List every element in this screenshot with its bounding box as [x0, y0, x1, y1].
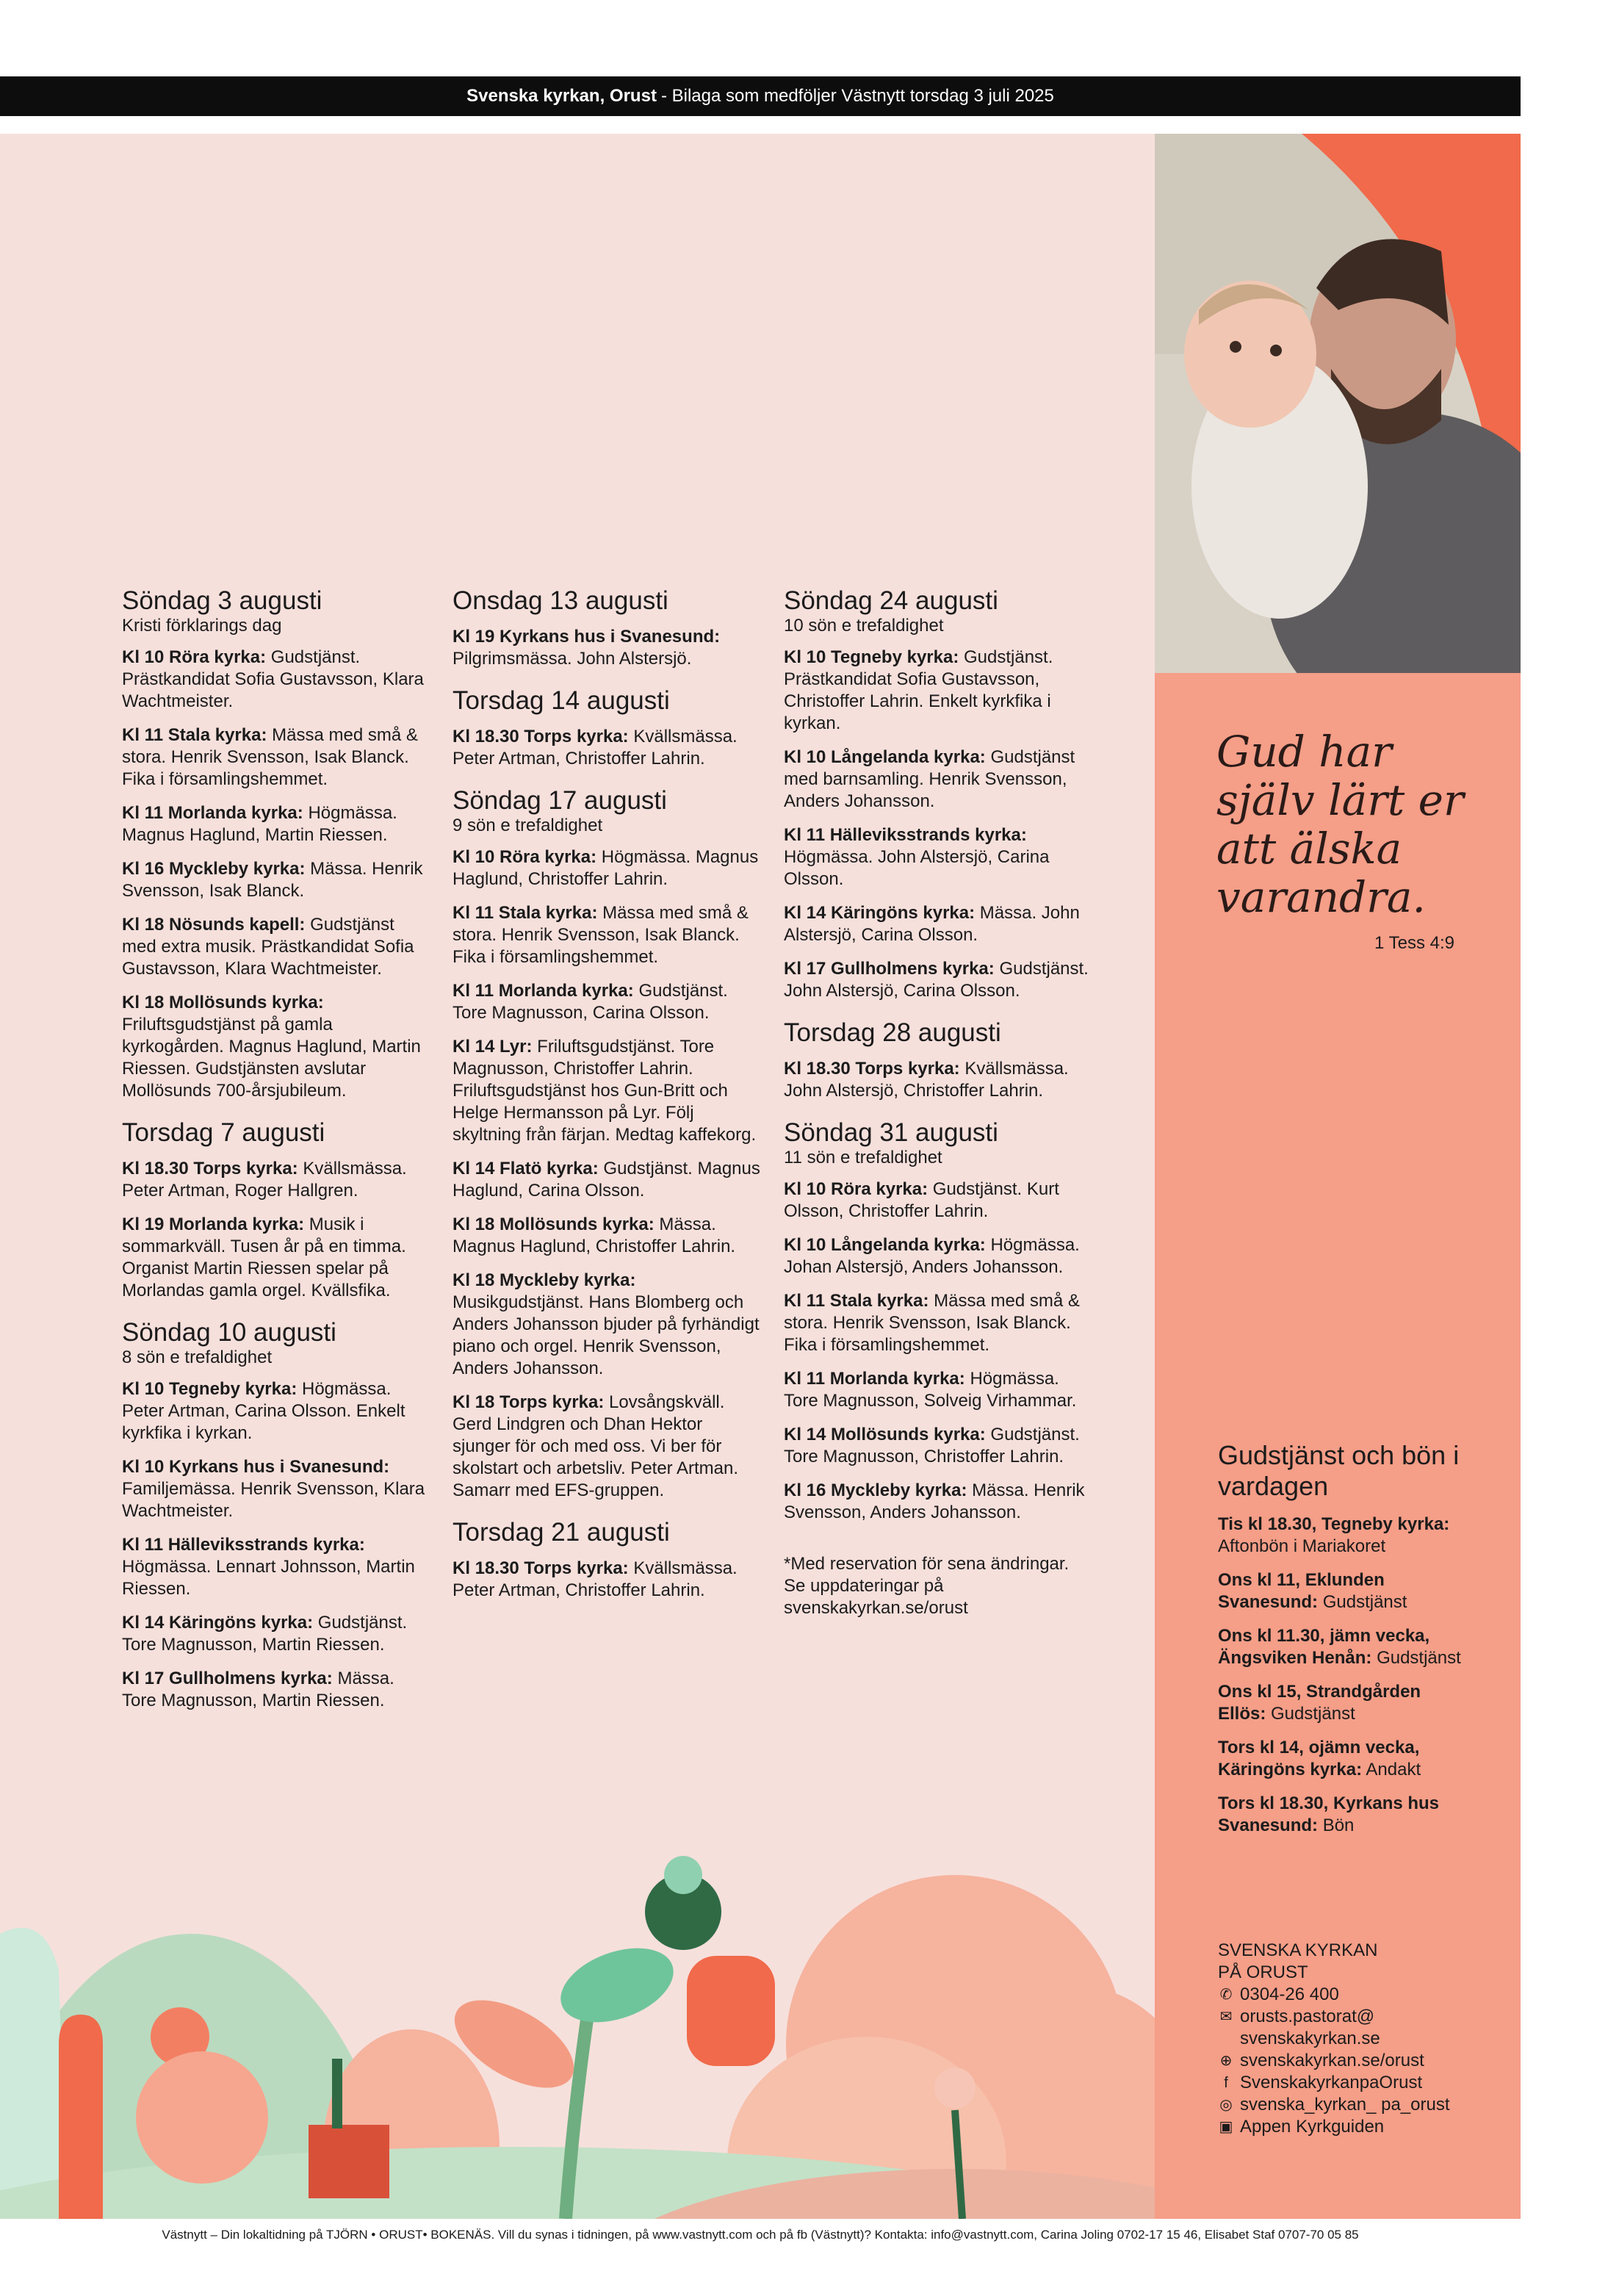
- header-publication: Svenska kyrkan, Orust: [466, 86, 657, 106]
- service-entry: [122, 1456, 430, 1522]
- contact-item-text: svenskakyrkan.se/orust: [1240, 2051, 1424, 2070]
- service-entry: [452, 1392, 761, 1502]
- contact-heading-line-2: PÅ ORUST: [1218, 1962, 1308, 1982]
- day-subtitle: Kristi förklarings dag: [122, 616, 282, 636]
- service-details: Pilgrimsmässa. John Alstersjö.: [452, 649, 692, 669]
- schedule-column-2: [452, 586, 761, 1618]
- service-details: Kvällsmässa. John Alstersjö, Christoffer Lahrin.: [784, 1059, 1069, 1101]
- service-details: Familjemässa. Henrik Svensson, Klara Wachtmeister.: [122, 1479, 425, 1521]
- service-details: Mässa. Henrik Svensson, Isak Blanck.: [122, 859, 423, 901]
- service-place: Kl 10 Långelanda kyrka:: [784, 1235, 986, 1255]
- service-place: Kl 10 Tegneby kyrka:: [122, 1379, 298, 1399]
- service-details: Gudstjänst. John Alstersjö, Carina Olsson.: [784, 959, 1089, 1001]
- day-section: [452, 686, 761, 770]
- service-entry: [452, 980, 761, 1024]
- schedule-column-3: [784, 586, 1092, 1619]
- weekday-service-time-place: Ons kl 11, Eklunden Svanesund:: [1218, 1570, 1385, 1612]
- service-place: Kl 10 Tegneby kyrka:: [784, 647, 959, 667]
- service-details: Mässa. Magnus Haglund, Christoffer Lahrin.: [452, 1214, 736, 1256]
- service-details: Högmässa. Tore Magnusson, Solveig Virhammar.: [784, 1369, 1077, 1411]
- day-section: [784, 1018, 1092, 1102]
- service-place: Kl 14 Lyr:: [452, 1037, 533, 1057]
- service-details: Gudstjänst med barnsamling. Henrik Svensson, Anders Johansson.: [784, 747, 1075, 811]
- service-place: Kl 18 Mollösunds kyrka:: [122, 993, 324, 1012]
- service-entry: [452, 1036, 761, 1146]
- weekday-service-item: [1218, 1514, 1468, 1558]
- service-entry: [784, 647, 1092, 735]
- service-details: Mässa med små & stora. Henrik Svensson, Isak Blanck. Fika i församlingshemmet.: [122, 725, 418, 789]
- service-place: Kl 11 Hälleviksstrands kyrka:: [122, 1535, 365, 1555]
- contact-list: [1218, 1984, 1497, 2138]
- service-entry: [784, 1290, 1092, 1356]
- service-entry: [122, 914, 430, 980]
- service-entry: [784, 1058, 1092, 1102]
- day-subtitle: 10 sön e trefaldighet: [784, 616, 944, 636]
- service-place: Kl 18 Mollösunds kyrka:: [452, 1214, 655, 1234]
- day-section: [452, 786, 761, 1502]
- day-title: Torsdag 28 augusti: [784, 1018, 1001, 1047]
- service-details: Högmässa. Lennart Johnsson, Martin Riessen.: [122, 1557, 415, 1599]
- service-place: Kl 11 Stala kyrka:: [452, 903, 598, 923]
- service-entry: [452, 1558, 761, 1602]
- contact-item: [1218, 2094, 1497, 2116]
- weekday-service-time-place: Tors kl 14, ojämn vecka, Käringöns kyrka:: [1218, 1738, 1420, 1779]
- service-entry: [784, 958, 1092, 1002]
- photo-illustration: [1155, 134, 1521, 673]
- weekday-service-type: Bön: [1322, 1815, 1355, 1835]
- contact-item-text: orusts.pastorat@ svenskakyrkan.se: [1240, 2007, 1380, 2048]
- weekday-service-time-place: Tis kl 18.30, Tegneby kyrka:: [1218, 1514, 1450, 1534]
- day-section: [122, 586, 430, 1102]
- schedule-column-1: [122, 586, 430, 1728]
- service-details: Friluftsgudstjänst. Tore Magnusson, Christoffer Lahrin. Friluftsgudstjänst hos Gun-Britt och Helge Hermansson på Lyr. Följ skyltning från färjan. Medtag kaffekorg.: [452, 1037, 757, 1145]
- weekday-service-item: [1218, 1793, 1468, 1837]
- day-section: [122, 1118, 430, 1302]
- weekday-service-item: [1218, 1569, 1468, 1613]
- globe-icon: ⊕: [1219, 2053, 1233, 2069]
- service-details: Högmässa. John Alstersjö, Carina Olsson.: [784, 847, 1050, 889]
- day-title: Torsdag 7 augusti: [122, 1118, 325, 1147]
- contact-item: [1218, 2072, 1497, 2094]
- service-details: Högmässa. Peter Artman, Carina Olsson. Enkelt kyrkfika i kyrkan.: [122, 1379, 405, 1443]
- service-place: Kl 10 Långelanda kyrka:: [784, 747, 986, 767]
- service-details: Mässa med små & stora. Henrik Svensson, Isak Blanck. Fika i församlingshemmet.: [452, 903, 749, 967]
- service-place: Kl 14 Mollösunds kyrka:: [784, 1425, 986, 1444]
- service-details: Friluftsgudstjänst på gamla kyrkogården. Magnus Haglund, Martin Riessen. Gudstjänsten avslutar Mollösunds 700-årsjubileum.: [122, 1015, 421, 1101]
- service-entry: [122, 1668, 430, 1712]
- service-place: Kl 18 Torps kyrka:: [452, 1392, 605, 1412]
- day-subtitle: 9 sön e trefaldighet: [452, 816, 603, 835]
- service-entry: [452, 846, 761, 890]
- service-place: Kl 19 Morlanda kyrka:: [122, 1214, 305, 1234]
- service-details: Mässa. Henrik Svensson, Anders Johansson.: [784, 1480, 1085, 1522]
- service-place: Kl 11 Hälleviksstrands kyrka:: [784, 825, 1027, 845]
- service-entry: [452, 902, 761, 968]
- instagram-icon: ◎: [1219, 2097, 1233, 2113]
- weekday-service-type: Aftonbön i Mariakoret: [1218, 1536, 1386, 1556]
- weekday-service-time-place: Ons kl 11.30, jämn vecka, Ängsviken Henån:: [1218, 1626, 1430, 1668]
- weekday-services-title: Gudstjänst och bön i vardagen: [1218, 1440, 1460, 1501]
- day-title: Onsdag 13 augusti: [452, 586, 668, 615]
- weekday-service-time-place: Ons kl 15, Strandgården Ellös:: [1218, 1682, 1421, 1724]
- service-entry: [784, 1424, 1092, 1468]
- day-title: Torsdag 14 augusti: [452, 686, 670, 715]
- service-place: Kl 10 Röra kyrka:: [122, 647, 267, 667]
- service-place: Kl 10 Röra kyrka:: [452, 847, 597, 867]
- footer-text: Västnytt – Din lokaltidning på TJÖRN • ORUST• BOKENÄS. Vill du synas i tidningen, på www.vastnytt.com och på fb (Västnytt)? Kontakta: info@vastnytt.com, Carina Joling 0702-17 15 46, Elisabet Staf 0707-70 05 85: [162, 2228, 1359, 2242]
- weekday-service-time-place: Tors kl 18.30, Kyrkans hus Svanesund:: [1218, 1793, 1440, 1835]
- bible-quote: Gud har själv lärt er att älska varandra.: [1216, 727, 1464, 922]
- service-details: Gudstjänst. Tore Magnusson, Christoffer Lahrin.: [784, 1425, 1080, 1467]
- weekday-services-list: [1218, 1514, 1468, 1849]
- service-place: Kl 17 Gullholmens kyrka:: [784, 959, 995, 979]
- bible-quote-reference: 1 Tess 4:9: [1374, 933, 1454, 953]
- service-entry: [122, 1158, 430, 1202]
- header-supplement-info: - Bilaga som medföljer Västnytt torsdag 3 juli 2025: [660, 86, 1054, 106]
- service-details: Högmässa. Magnus Haglund, Martin Riessen.: [122, 803, 397, 845]
- service-entry: [122, 1612, 430, 1656]
- service-entry: [452, 1158, 761, 1202]
- weekday-service-type: Andakt: [1366, 1760, 1421, 1779]
- day-title: Söndag 31 augusti: [784, 1118, 998, 1147]
- service-details: Högmässa. Magnus Haglund, Christoffer Lahrin.: [452, 847, 759, 889]
- service-place: Kl 11 Stala kyrka:: [784, 1291, 929, 1311]
- service-details: Musikgudstjänst. Hans Blomberg och Anders Johansson bjuder på fyrhändigt piano och orgel. Henrik Svensson, Anders Johansson.: [452, 1292, 760, 1378]
- service-details: Gudstjänst med extra musik. Prästkandidat Sofia Gustavsson, Klara Wachtmeister.: [122, 915, 414, 979]
- service-details: Gudstjänst. Prästkandidat Sofia Gustavsson, Christoffer Lahrin. Enkelt kyrkfika i kyrkan.: [784, 647, 1053, 733]
- weekday-service-item: [1218, 1737, 1468, 1781]
- day-title: Söndag 10 augusti: [122, 1318, 336, 1347]
- contact-item-text: Appen Kyrkguiden: [1240, 2117, 1385, 2137]
- service-entry: [122, 992, 430, 1102]
- service-details: Gudstjänst. Magnus Haglund, Carina Olsson.: [452, 1159, 760, 1201]
- contact-item: [1218, 1984, 1497, 2006]
- service-entry: [122, 724, 430, 791]
- contact-item: [1218, 2050, 1497, 2072]
- service-place: Kl 17 Gullholmens kyrka:: [122, 1669, 333, 1688]
- service-place: Kl 10 Röra kyrka:: [784, 1179, 929, 1199]
- day-section: [784, 586, 1092, 1002]
- service-entry: [122, 647, 430, 713]
- service-entry: [784, 902, 1092, 946]
- day-section: [122, 1318, 430, 1712]
- weekday-service-type: Gudstjänst: [1322, 1592, 1407, 1612]
- service-place: Kl 16 Myckleby kyrka:: [784, 1480, 967, 1500]
- service-place: Kl 14 Käringöns kyrka:: [122, 1613, 314, 1633]
- service-entry: [784, 824, 1092, 890]
- service-details: Lovsångskväll. Gerd Lindgren och Dhan Hektor sjunger för och med oss. Vi ber för skolstart och arbetsliv. Peter Artman. Samarr med EFS-gruppen.: [452, 1392, 739, 1500]
- contact-item: [1218, 2006, 1497, 2050]
- contact-item-text: svenska_kyrkan_ pa_orust: [1240, 2095, 1450, 2115]
- service-details: Högmässa. Johan Alstersjö, Anders Johansson.: [784, 1235, 1080, 1277]
- day-section: [452, 1518, 761, 1602]
- day-title: Söndag 24 augusti: [784, 586, 998, 615]
- service-details: Gudstjänst. Tore Magnusson, Martin Riessen.: [122, 1613, 408, 1655]
- day-section: [452, 586, 761, 670]
- facebook-icon: f: [1224, 2075, 1228, 2091]
- app-icon: ▣: [1219, 2119, 1233, 2135]
- service-place: Kl 18.30 Torps kyrka:: [122, 1159, 298, 1178]
- weekday-service-type: Gudstjänst: [1271, 1704, 1355, 1724]
- weekday-service-item: [1218, 1681, 1468, 1725]
- service-details: Gudstjänst. Prästkandidat Sofia Gustavsson, Klara Wachtmeister.: [122, 647, 424, 711]
- service-entry: [122, 1214, 430, 1302]
- day-subtitle: 8 sön e trefaldighet: [122, 1347, 273, 1367]
- reservation-note: *Med reservation för sena ändringar. Se uppdateringar på svenskakyrkan.se/orust: [784, 1554, 1070, 1618]
- day-title: Söndag 17 augusti: [452, 786, 667, 815]
- service-place: Kl 16 Myckleby kyrka:: [122, 859, 306, 879]
- service-place: Kl 10 Kyrkans hus i Svanesund:: [122, 1457, 390, 1477]
- service-place: Kl 18.30 Torps kyrka:: [784, 1059, 960, 1079]
- service-details: Gudstjänst. Kurt Olsson, Christoffer Lahrin.: [784, 1179, 1059, 1221]
- service-entry: [784, 1368, 1092, 1412]
- service-details: Mässa. John Alstersjö, Carina Olsson.: [784, 903, 1080, 945]
- service-place: Kl 14 Käringöns kyrka:: [784, 903, 976, 923]
- service-details: Mässa. Tore Magnusson, Martin Riessen.: [122, 1669, 394, 1710]
- service-details: Kvällsmässa. Peter Artman, Roger Hallgren.: [122, 1159, 407, 1201]
- service-entry: [784, 1480, 1092, 1524]
- day-section: [784, 1118, 1092, 1524]
- service-place: Kl 18 Myckleby kyrka:: [452, 1270, 636, 1290]
- contact-item-text: 0304-26 400: [1240, 1984, 1339, 2004]
- phone-icon: ✆: [1219, 1987, 1233, 2003]
- contact-info: [1218, 1940, 1497, 2138]
- service-entry: [122, 1378, 430, 1444]
- service-entry: [784, 746, 1092, 813]
- day-subtitle: 11 sön e trefaldighet: [784, 1148, 942, 1167]
- service-place: Kl 11 Morlanda kyrka:: [452, 981, 634, 1001]
- service-entry: [122, 802, 430, 846]
- service-details: Mässa med små & stora. Henrik Svensson, Isak Blanck. Fika i församlingshemmet.: [784, 1291, 1080, 1355]
- service-place: Kl 18.30 Torps kyrka:: [452, 727, 629, 746]
- service-entry: [122, 858, 430, 902]
- service-entry: [784, 1234, 1092, 1278]
- service-details: Musik i sommarkväll. Tusen år på en timma. Organist Martin Riessen spelar på Morlandas gamla orgel. Kvällsfika.: [122, 1214, 406, 1300]
- contact-item: [1218, 2116, 1497, 2138]
- service-entry: [452, 726, 761, 770]
- service-entry: [452, 1214, 761, 1258]
- service-details: Kvällsmässa. Peter Artman, Christoffer Lahrin.: [452, 727, 738, 769]
- service-place: Kl 11 Morlanda kyrka:: [784, 1369, 965, 1389]
- photo-father-and-child: [1155, 134, 1521, 673]
- service-details: Gudstjänst. Tore Magnusson, Carina Olsson.: [452, 981, 728, 1023]
- mail-icon: ✉: [1219, 2009, 1233, 2025]
- weekday-service-type: Gudstjänst: [1377, 1648, 1461, 1668]
- service-place: Kl 19 Kyrkans hus i Svanesund:: [452, 627, 721, 647]
- service-entry: [122, 1534, 430, 1600]
- service-place: Kl 14 Flatö kyrka:: [452, 1159, 599, 1178]
- contact-heading-line-1: SVENSKA KYRKAN: [1218, 1940, 1378, 1960]
- service-entry: [784, 1178, 1092, 1223]
- contact-item-text: SvenskakyrkanpaOrust: [1240, 2073, 1423, 2092]
- service-entry: [452, 1270, 761, 1380]
- day-title: Söndag 3 augusti: [122, 586, 322, 615]
- service-place: Kl 11 Morlanda kyrka:: [122, 803, 303, 823]
- service-place: Kl 18 Nösunds kapell:: [122, 915, 306, 935]
- day-title: Torsdag 21 augusti: [452, 1518, 670, 1547]
- service-entry: [452, 626, 761, 670]
- service-place: Kl 11 Stala kyrka:: [122, 725, 267, 745]
- schedule-panel: [0, 134, 1155, 2219]
- service-details: Kvällsmässa. Peter Artman, Christoffer Lahrin.: [452, 1558, 738, 1600]
- weekday-service-item: [1218, 1625, 1468, 1669]
- header-bar: [0, 76, 1521, 116]
- service-place: Kl 18.30 Torps kyrka:: [452, 1558, 629, 1578]
